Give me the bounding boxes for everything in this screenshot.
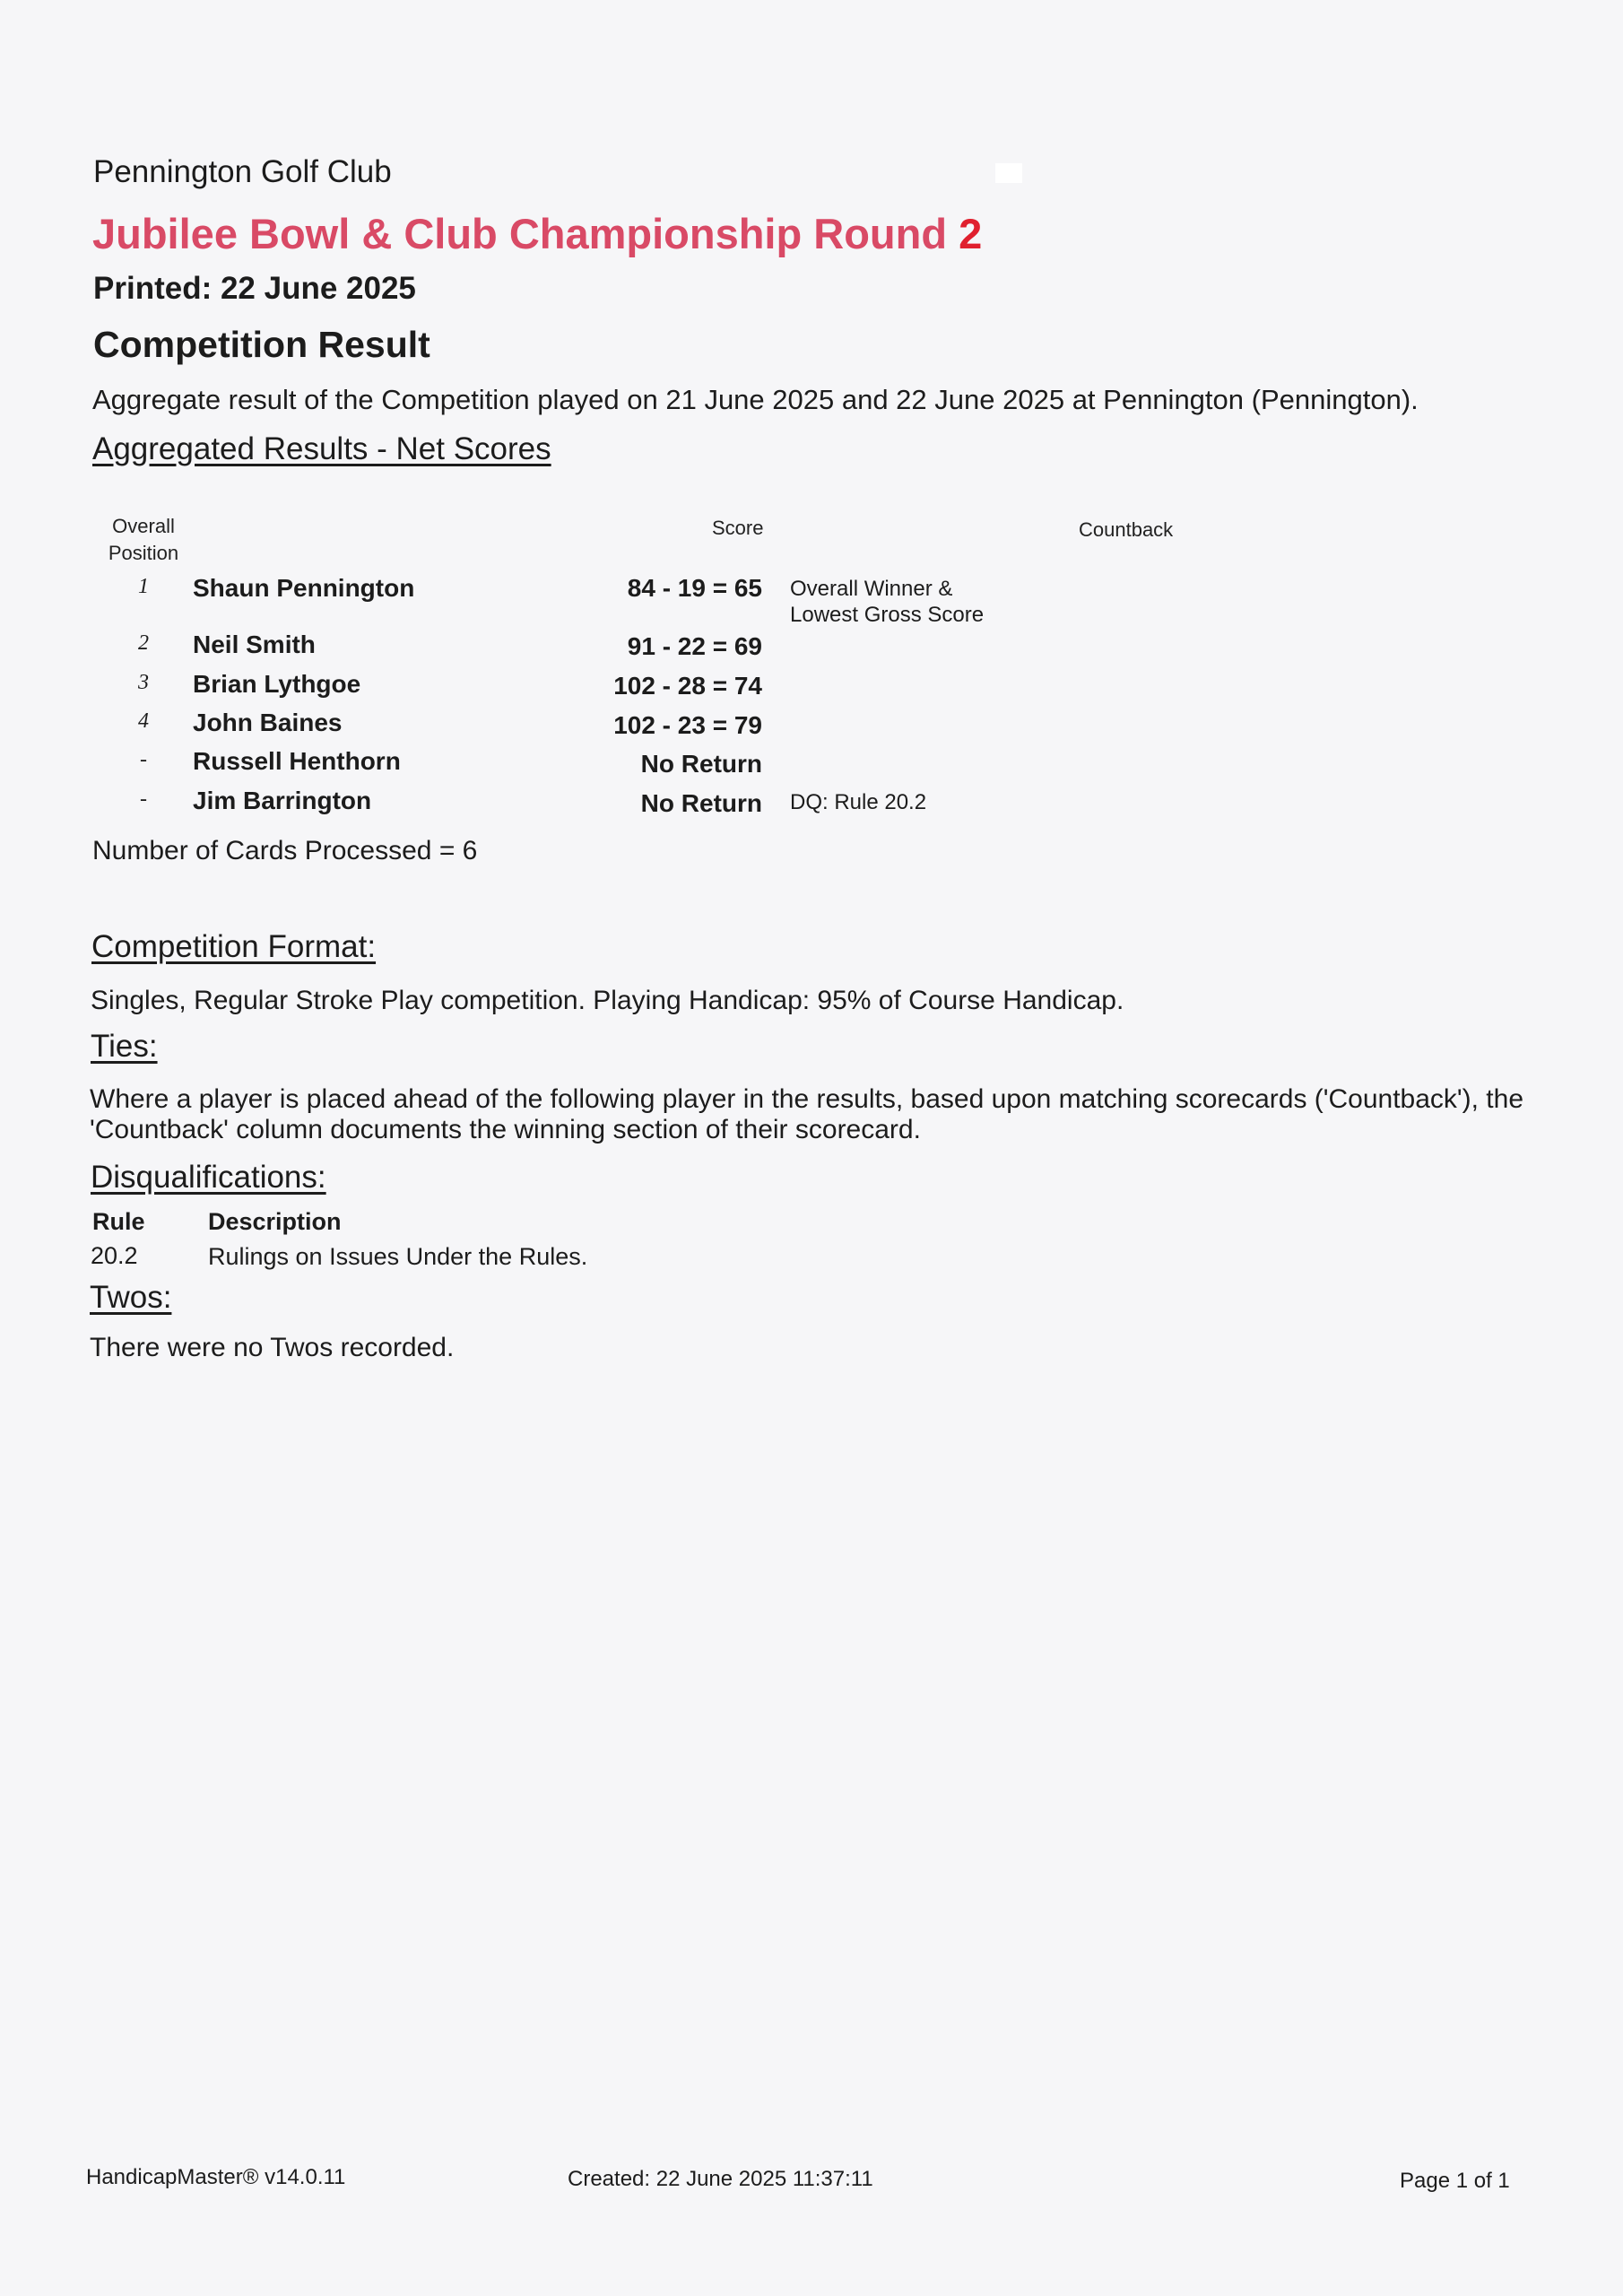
title-round-number: 2 (959, 210, 983, 257)
twos-text: There were no Twos recorded. (90, 1333, 455, 1362)
dq-rule: 20.2 (91, 1242, 138, 1269)
paper-mark (995, 163, 1022, 183)
column-header-overall-position: Overall Position (108, 515, 179, 564)
dq-column-description: Description (208, 1208, 342, 1235)
row-score: 102 - 28 = 74 (613, 672, 762, 700)
ties-text: Where a player is placed ahead of the following player in the results, based upon matching scorecards ('Countback'), the 'Countback' column documents the winning section of their scorecard. (90, 1084, 1524, 1144)
club-name: Pennington Golf Club (93, 154, 392, 189)
column-header-countback: Countback (1079, 518, 1174, 541)
footer-page-number: Page 1 of 1 (1400, 2169, 1510, 2193)
format-heading: Competition Format: (91, 929, 377, 964)
row-score: No Return (640, 750, 762, 778)
row-position: 2 (138, 631, 149, 655)
row-score: No Return (640, 789, 762, 817)
row-score: 84 - 19 = 65 (627, 574, 762, 602)
footer-app-version: HandicapMaster® v14.0.11 (86, 2165, 346, 2189)
result-heading: Competition Result (93, 324, 430, 365)
row-player-name: Jim Barrington (193, 787, 372, 814)
row-player-name: John Baines (193, 709, 343, 736)
row-position: 1 (138, 575, 149, 598)
row-note: DQ: Rule 20.2 (790, 790, 927, 814)
row-position: 3 (138, 671, 149, 694)
twos-heading: Twos: (90, 1280, 172, 1315)
row-position: 4 (138, 709, 149, 733)
row-position: - (140, 748, 147, 771)
ties-heading: Ties: (91, 1029, 158, 1064)
title-text: Jubilee Bowl & Club Championship Round (92, 210, 959, 257)
row-player-name: Russell Henthorn (193, 747, 401, 775)
footer-created: Created: 22 June 2025 11:37:11 (568, 2167, 873, 2191)
disqualifications-heading: Disqualifications: (91, 1160, 326, 1195)
row-position: - (140, 787, 147, 811)
competition-title (92, 209, 982, 258)
row-score: 102 - 23 = 79 (613, 711, 762, 739)
row-player-name: Shaun Pennington (193, 574, 415, 602)
format-text: Singles, Regular Stroke Play competition. Playing Handicap: 95% of Course Handicap. (91, 986, 1124, 1015)
column-header-score: Score (712, 517, 764, 539)
aggregate-description: Aggregate result of the Competition played on 21 June 2025 and 22 June 2025 at Pennington (Pennington). (92, 384, 1419, 415)
dq-description: Rulings on Issues Under the Rules. (208, 1243, 588, 1270)
dq-column-rule: Rule (92, 1208, 145, 1235)
results-heading: Aggregated Results - Net Scores (92, 431, 551, 466)
cards-processed: Number of Cards Processed = 6 (92, 836, 478, 865)
row-score: 91 - 22 = 69 (627, 632, 762, 660)
row-note: Overall Winner & Lowest Gross Score (790, 577, 985, 627)
row-player-name: Brian Lythgoe (193, 670, 361, 698)
row-player-name: Neil Smith (193, 631, 316, 658)
printed-date: Printed: 22 June 2025 (93, 271, 416, 306)
